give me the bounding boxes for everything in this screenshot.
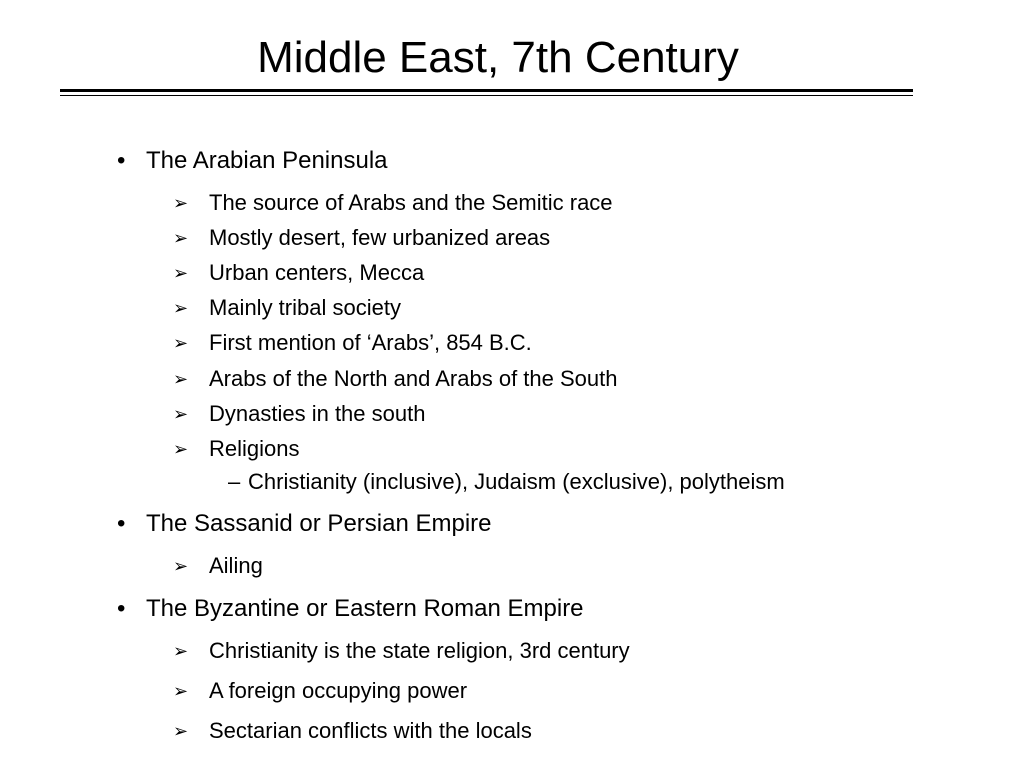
sub-item-text: First mention of ‘Arabs’, 854 B.C. xyxy=(209,330,532,355)
arrow-bullet-icon: ➢ xyxy=(173,298,189,319)
sub-item xyxy=(173,552,263,582)
arrow-bullet-icon: ➢ xyxy=(173,228,189,249)
sub-item xyxy=(173,224,550,254)
sub-item-text: Dynasties in the south xyxy=(209,401,426,426)
bullet-text: The Byzantine or Eastern Roman Empire xyxy=(146,595,584,622)
sub-item-text: A foreign occupying power xyxy=(209,678,468,703)
arrow-bullet-icon: ➢ xyxy=(173,439,189,460)
sub-item xyxy=(173,294,401,324)
bullet-dot-icon: • xyxy=(117,510,126,537)
sub-item-text: Mostly desert, few urbanized areas xyxy=(209,225,551,250)
arrow-bullet-icon: ➢ xyxy=(173,721,189,742)
arrow-bullet-icon: ➢ xyxy=(173,263,189,284)
arrow-bullet-icon: ➢ xyxy=(173,369,189,390)
sub-item-text: Sectarian conflicts with the locals xyxy=(209,718,532,743)
sub-item xyxy=(173,677,467,707)
bullet-arabian-peninsula xyxy=(117,146,388,176)
sub-item-text: The source of Arabs and the Semitic race xyxy=(209,190,613,215)
title-divider-thin xyxy=(60,95,913,96)
sub-item-text: Urban centers, Mecca xyxy=(209,260,425,285)
bullet-dot-icon: • xyxy=(117,595,126,622)
sub-item xyxy=(173,717,532,747)
bullet-text: The Arabian Peninsula xyxy=(146,147,388,174)
bullet-dot-icon: • xyxy=(117,147,126,174)
arrow-bullet-icon: ➢ xyxy=(173,193,189,214)
sub-sub-item xyxy=(228,468,785,496)
arrow-bullet-icon: ➢ xyxy=(173,641,189,662)
bullet-sassanid-empire xyxy=(117,509,492,539)
sub-item-text: Ailing xyxy=(209,553,263,578)
sub-item-text: Mainly tribal society xyxy=(209,295,401,320)
arrow-bullet-icon: ➢ xyxy=(173,333,189,354)
arrow-bullet-icon: ➢ xyxy=(173,404,189,425)
sub-item xyxy=(173,637,630,667)
bullet-byzantine-empire xyxy=(117,594,584,624)
arrow-bullet-icon: ➢ xyxy=(173,681,189,702)
arrow-bullet-icon: ➢ xyxy=(173,556,189,577)
sub-item xyxy=(173,259,424,289)
bullet-text: The Sassanid or Persian Empire xyxy=(146,510,492,537)
sub-item xyxy=(173,435,300,465)
sub-item-text: Arabs of the North and Arabs of the South xyxy=(209,366,618,391)
sub-item xyxy=(173,329,532,359)
dash-bullet-icon: – xyxy=(228,469,241,494)
slide-title: Middle East, 7th Century xyxy=(257,33,739,82)
sub-item xyxy=(173,400,425,430)
sub-item-text: Religions xyxy=(209,436,300,461)
sub-sub-item-text: Christianity (inclusive), Judaism (exclusive), polytheism xyxy=(248,469,785,494)
title-divider-thick xyxy=(60,89,913,92)
sub-item-text: Christianity is the state religion, 3rd century xyxy=(209,638,630,663)
sub-item xyxy=(173,189,613,219)
sub-item xyxy=(173,365,617,395)
